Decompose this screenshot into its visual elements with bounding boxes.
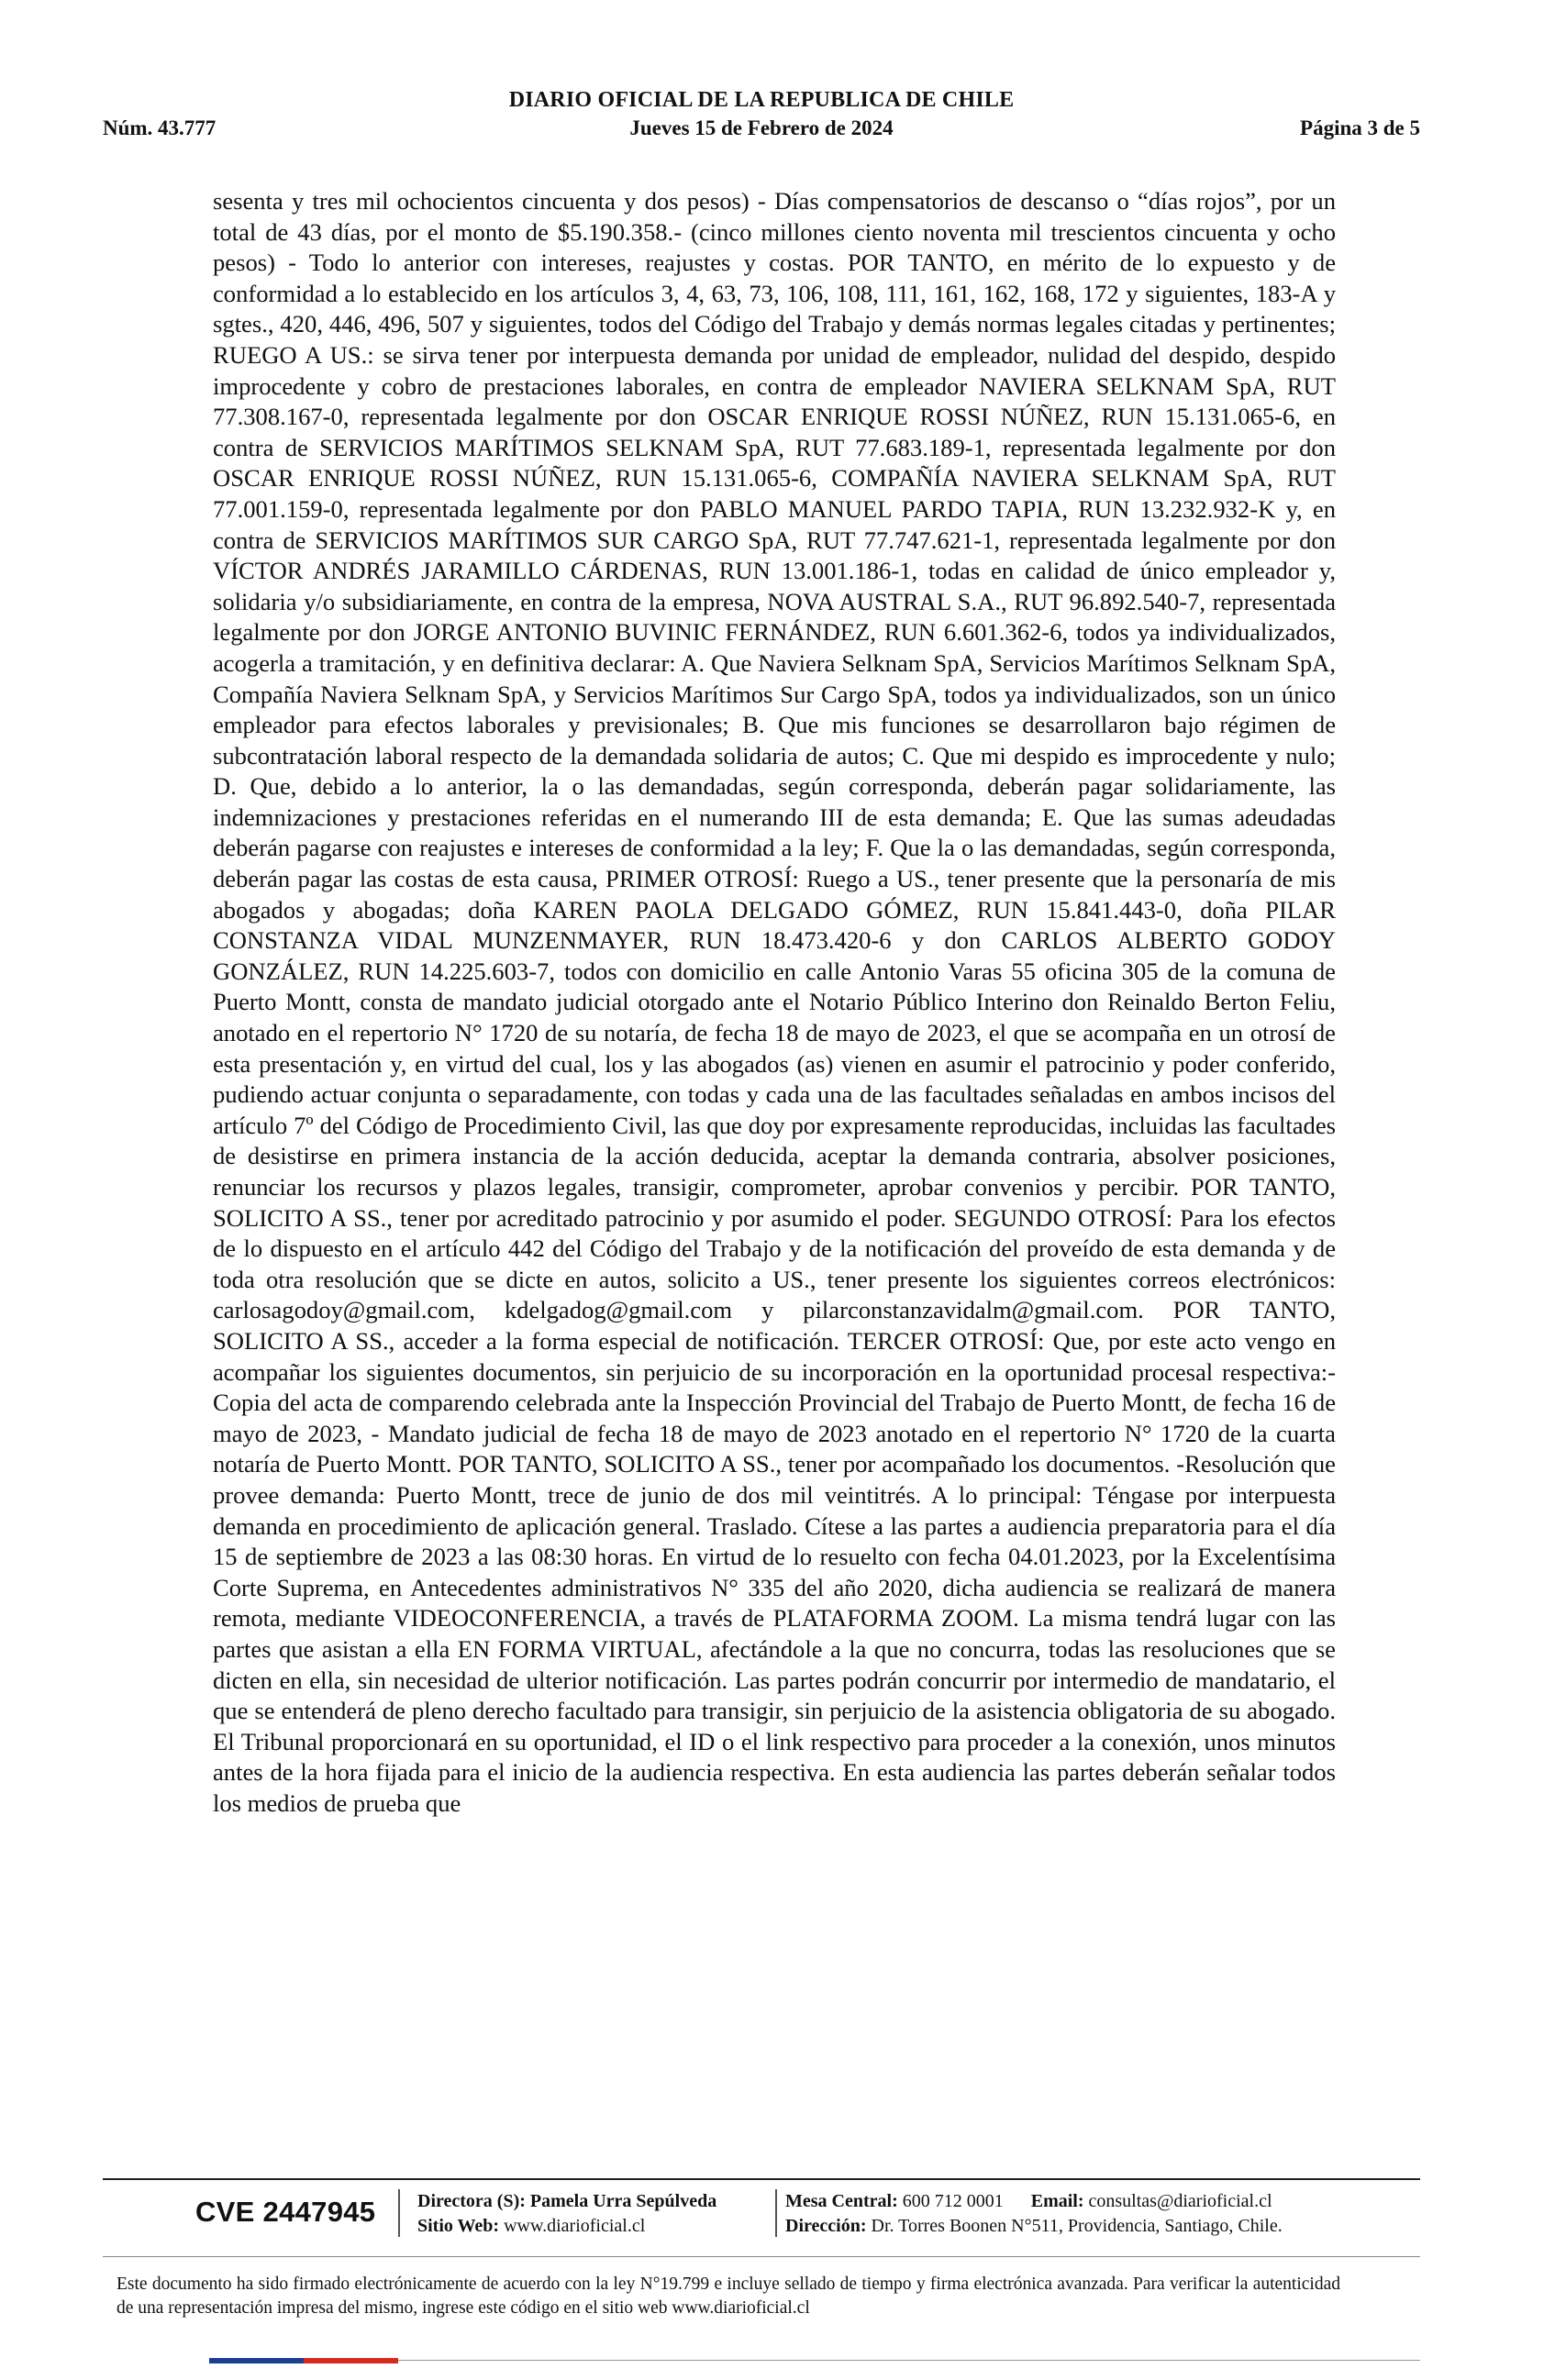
director-line [417,2189,716,2214]
document-body: sesenta y tres mil ochocientos cincuenta y dos pesos) - Días compensatorios de descanso o “días rojos”, por un total de 43 días, por el monto de $5.190.358.- (cinco millones ciento noventa mil trescientos cincuenta y ocho pesos) - Todo lo anterior con intereses, reajustes y costas. POR TANTO, en mérito de lo expuesto y de conformidad a lo establecido en los artículos 3, 4, 63, 73, 106, 108, 111, 161, 162, 168, 172 y siguientes, 183-A y sgtes., 420, 446, 496, 507 y siguientes, todos del Código del Trabajo y demás normas legales citadas y pertinentes; RUEGO A US.: se sirva tener por interpuesta demanda por unidad de empleador, nulidad del despido, despido improcedente y cobro de prestaciones laborales, en contra de empleador NAVIERA SELKNAM SpA, RUT 77.308.167-0, representada legalmente por don OSCAR ENRIQUE ROSSI NÚÑEZ, RUN 15.131.065-6, en contra de SERVICIOS MARÍTIMOS SELKNAM SpA, RUT 77.683.189-1, representada legalmente por don OSCAR ENRIQUE ROSSI NÚÑEZ, RUN 15.131.065-6, COMPAÑÍA NAVIERA SELKNAM SpA, RUT 77.001.159-0, representada legalmente por don PABLO MANUEL PARDO TAPIA, RUN 13.232.932-K y, en contra de SERVICIOS MARÍTIMOS SUR CARGO SpA, RUT 77.747.621-1, representada legalmente por don VÍCTOR ANDRÉS JARAMILLO CÁRDENAS, RUN 13.001.186-1, todas en calidad de único empleador y, solidaria y/o subsidiariamente, en contra de la empresa, NOVA AUSTRAL S.A., RUT 96.892.540-7, representada legalmente por don JORGE ANTONIO BUVINIC FERNÁNDEZ, RUN 6.601.362-6, todos ya individualizados, acogerla a tramitación, y en definitiva declarar: A. Que Naviera Selknam SpA, Servicios Marítimos Selknam SpA, Compañía Naviera Selknam SpA, y Servicios Marítimos Sur Cargo SpA, todos ya individualizados, son un único empleador para efectos laborales y previsionales; B. Que mis funciones se desarrollaron bajo régimen de subcontratación laboral respecto de la demandada solidaria de autos; C. Que mi despido es improcedente y nulo; D. Que, debido a lo anterior, la o las demandadas, según corresponda, deberán pagar solidariamente, las indemnizaciones y prestaciones referidas en el numerando III de esta demanda; E. Que las sumas adeudadas deberán pagarse con reajustes e intereses de conformidad a la ley; F. Que la o las demandadas, según corresponda, deberán pagar las costas de esta causa, PRIMER OTROSÍ: Ruego a US., tener presente que la personaría de mis abogados y abogadas; doña KAREN PAOLA DELGADO GÓMEZ, RUN 15.841.443-0, doña PILAR CONSTANZA VIDAL MUNZENMAYER, RUN 18.473.420-6 y don CARLOS ALBERTO GODOY GONZÁLEZ, RUN 14.225.603-7, todos con domicilio en calle Antonio Varas 55 oficina 305 de la comuna de Puerto Montt, consta de mandato judicial otorgado ante el Notario Público Interino don Reinaldo Berton Feliu, anotado en el repertorio N° 1720 de su notaría, de fecha 18 de mayo de 2023, el que se acompaña en un otrosí de esta presentación y, en virtud del cual, los y las abogados (as) vienen en asumir el patrocinio y poder conferido, pudiendo actuar conjunta o separadamente, con todas y cada una de las facultades señaladas en ambos incisos del artículo 7º del Código de Procedimiento Civil, las que doy por expresamente reproducidas, incluidas las facultades de desistirse en primera instancia de la acción deducida, aceptar la demanda contraria, absolver posiciones, renunciar los recursos y plazos legales, transigir, comprometer, aprobar convenios y percibir. POR TANTO, SOLICITO A SS., tener por acreditado patrocinio y por asumido el poder. SEGUNDO OTROSÍ: Para los efectos de lo dispuesto en el artículo 442 del Código del Trabajo y de la notificación del proveído de esta demanda y de toda otra resolución que se dicte en autos, solicito a US., tener presente los siguientes correos electrónicos: carlosagodoy@gmail.com, kdelgadog@gmail.com y pilarconstanzavidalm@gmail.com. POR TANTO, SOLICITO A SS., acceder a la forma especial de notificación. TERCER OTROSÍ: Que, por este acto vengo en acompañar los siguientes documentos, sin perjuicio de su incorporación en la oportunidad procesal respectiva:- Copia del acta de comparendo celebrada ante la Inspección Provincial del Trabajo de Puerto Montt, de fecha 16 de mayo de 2023, - Mandato judicial de fecha 18 de mayo de 2023 anotado en el repertorio N° 1720 de la cuarta notaría de Puerto Montt. POR TANTO, SOLICITO A SS., tener por acompañado los documentos. -Resolución que provee demanda: Puerto Montt, trece de junio de dos mil veintitrés. A lo principal: Téngase por interpuesta demanda en procedimiento de aplicación general. Traslado. Cítese a las partes a audiencia preparatoria para el día 15 de septiembre de 2023 a las 08:30 horas. En virtud de lo resuelto con fecha 04.01.2023, por la Excelentísima Corte Suprema, en Antecedentes administrativos N° 335 del año 2020, dicha audiencia se realizará de manera remota, mediante VIDEOCONFERENCIA, a través de PLATAFORMA ZOOM. La misma tendrá lugar con las partes que asistan a ella EN FORMA VIRTUAL, afectándole a la que no concurra, todas las resoluciones que se dicten en ella, sin necesidad de ulterior notificación. Las partes podrán concurrir por intermedio de mandatario, el que se entenderá de pleno derecho facultado para transigir, sin perjuicio de la asistencia obligatoria de su abogado. El Tribunal proporcionará en su oportunidad, el ID o el link respectivo para proceder a la conexión, unos minutos antes de la hora fijada para el inicio de la audiencia respectiva. En esta audiencia las partes deberán señalar todos los medios de prueba que [213,187,1336,1817]
address-label: Dirección: [785,2216,867,2236]
chile-flag-stripe [209,2358,398,2363]
publication-title: DIARIO OFICIAL DE LA REPUBLICA DE CHILE [508,88,1015,112]
issue-number: Núm. 43.777 [103,116,217,139]
director-name: Pamela Urra Sepúlveda [529,2191,717,2211]
address-text: Dr. Torres Boonen N°511, Providencia, Santiago, Chile. [871,2216,1283,2236]
website-line [417,2214,716,2239]
flag-red-segment [304,2358,398,2363]
address-line [785,2214,1283,2239]
director-label: Directora (S): [417,2191,526,2211]
signature-disclaimer: Este documento ha sido firmado electrónicamente de acuerdo con la ley N°19.799 e incluye sellado de tiempo y firma electrónica avanzada. Para verificar la autenticidad de una representación impresa del mismo, ingrese este código en el sitio web www.diarioficial.cl [117,2275,1340,2318]
email-label: Email: [1030,2191,1084,2211]
phone-email-line [785,2189,1283,2214]
disclaimer-divider [103,2256,1420,2257]
footer-contact [785,2189,1283,2239]
bottom-rule [398,2360,1420,2361]
phone-number: 600 712 0001 [902,2191,1004,2211]
website-label: Sitio Web: [417,2216,500,2236]
page-indicator: Página 3 de 5 [1300,116,1420,139]
footer-separator [398,2189,400,2237]
footer-editorial [417,2189,716,2239]
page-header [103,88,1420,145]
email-address[interactable]: consultas@diarioficial.cl [1088,2191,1272,2211]
flag-blue-segment [209,2358,304,2363]
page-footer [103,2180,1420,2253]
website-link[interactable]: www.diarioficial.cl [504,2216,646,2236]
issue-date: Jueves 15 de Febrero de 2024 [629,116,894,139]
phone-label: Mesa Central: [785,2191,898,2211]
cve-code: CVE 2447945 [195,2196,376,2228]
footer-separator [775,2189,777,2237]
